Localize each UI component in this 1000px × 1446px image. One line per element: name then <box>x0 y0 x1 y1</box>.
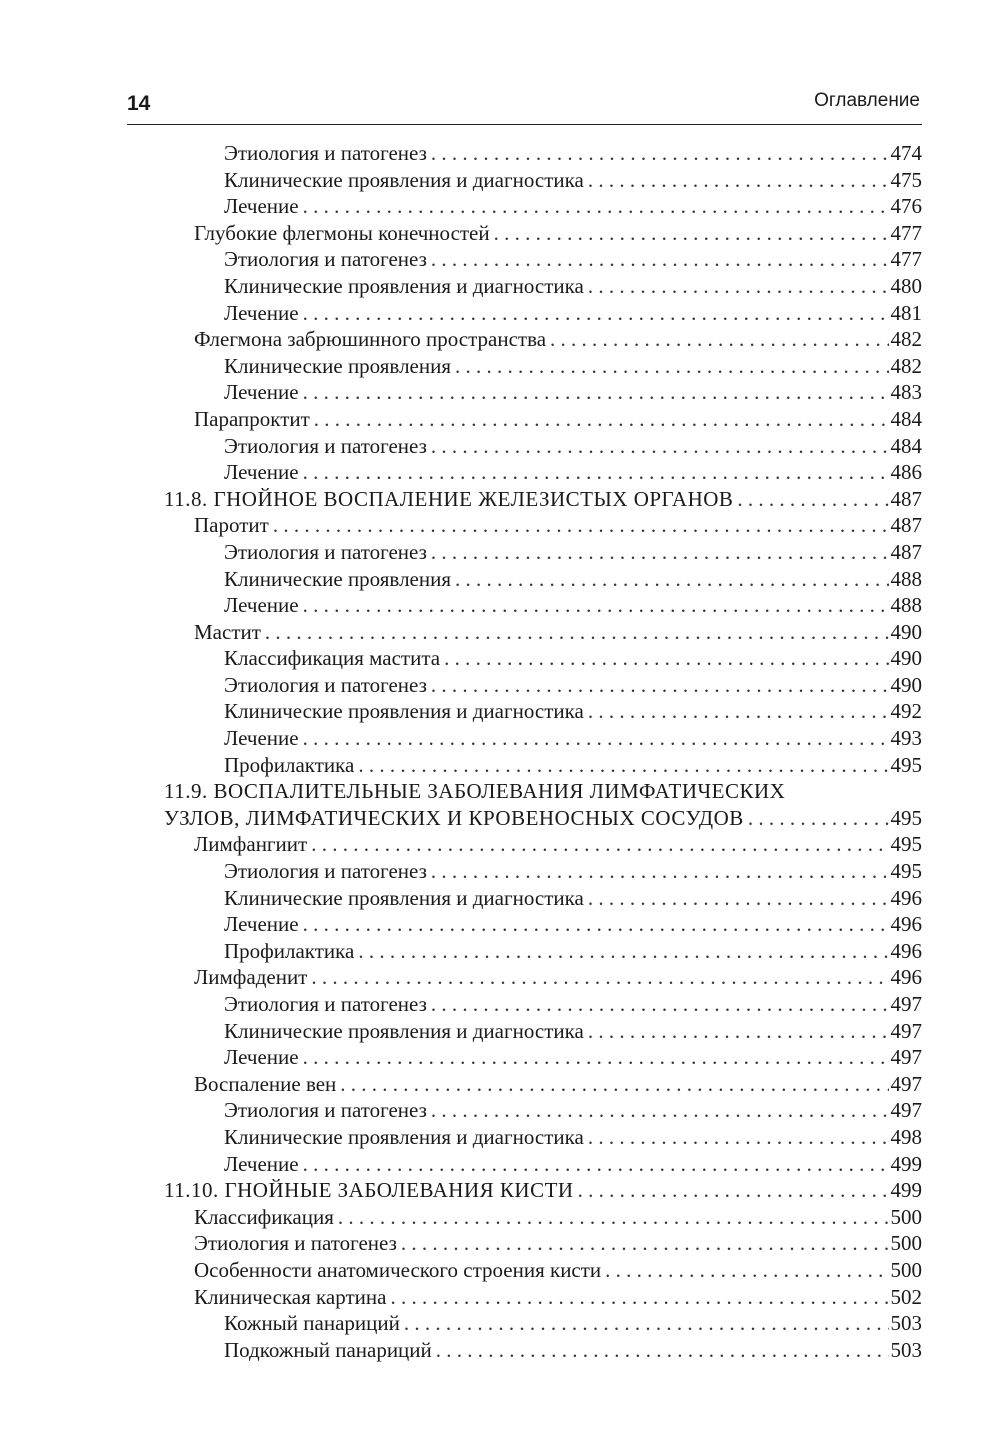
toc-entry <box>0 1230 1000 1257</box>
toc-entry <box>0 858 1000 885</box>
toc-section-heading <box>0 778 1000 805</box>
dot-leader <box>431 858 889 885</box>
toc-entry-title: Этиология и патогенез <box>224 247 427 272</box>
dot-leader <box>340 1071 888 1098</box>
toc-entry-title: Паротит <box>194 513 269 538</box>
toc-entry-title: Глубокие флегмоны конечностей <box>194 220 490 245</box>
toc-entry <box>0 379 1000 406</box>
dot-leader <box>431 539 889 566</box>
toc-entry <box>0 167 1000 194</box>
toc-entry <box>0 300 1000 327</box>
toc-entry-title: Лечение <box>224 380 299 405</box>
dot-leader <box>303 459 889 486</box>
toc-entry-page: 476 <box>890 194 922 219</box>
toc-entry <box>0 353 1000 380</box>
dot-leader <box>265 619 889 646</box>
toc-entry-title: Клинические проявления <box>224 353 452 378</box>
toc-entry-title: Воспаление вен <box>194 1071 337 1096</box>
toc-entry-page: 495 <box>890 832 922 857</box>
toc-entry-title: Флегмона забрюшинного пространства <box>194 327 547 352</box>
toc-entry-title: Этиология и патогенез <box>224 433 427 458</box>
toc-entry-title: Клинические проявления и диагностика <box>224 885 584 910</box>
toc-entry-page: 496 <box>890 912 922 937</box>
running-title: Оглавление <box>814 90 920 111</box>
toc-entry <box>0 1284 1000 1311</box>
toc-entry-page: 500 <box>890 1257 922 1282</box>
toc-entry <box>0 619 1000 646</box>
toc-entry-title: Лимфаденит <box>194 965 308 990</box>
toc-entry <box>0 964 1000 991</box>
toc-entry-page: 497 <box>890 1045 922 1070</box>
toc-entry-title: Клиническая картина <box>194 1284 387 1309</box>
dot-leader <box>578 1177 889 1204</box>
toc-entry <box>0 220 1000 247</box>
toc-entry-title: Этиология и патогенез <box>224 672 427 697</box>
toc-entry-title: Лечение <box>224 726 299 751</box>
dot-leader <box>748 805 889 832</box>
toc-entry-page: 498 <box>890 1124 922 1149</box>
toc-entry <box>0 433 1000 460</box>
toc-entry-page: 481 <box>890 300 922 325</box>
toc-entry-page: 493 <box>890 726 922 751</box>
toc-entry-title: Клинические проявления и диагностика <box>224 167 584 192</box>
toc-entry-title: Классификация мастита <box>224 646 441 671</box>
toc-entry <box>0 725 1000 752</box>
toc-entry <box>0 1257 1000 1284</box>
toc-entry-page: 488 <box>890 566 922 591</box>
toc-entry-title: Лечение <box>224 1045 299 1070</box>
toc-entry-title: Клинические проявления и диагностика <box>224 1018 584 1043</box>
dot-leader <box>431 433 889 460</box>
dot-leader <box>431 140 889 167</box>
dot-leader <box>303 300 889 327</box>
toc-entry-page: 500 <box>890 1231 922 1256</box>
toc-entry-page: 475 <box>890 167 922 192</box>
toc-entry-page: 496 <box>890 885 922 910</box>
toc-entry-title: 11.9. ВОСПАЛИТЕЛЬНЫЕ ЗАБОЛЕВАНИЯ ЛИМФАТИЧЕСКИХ <box>164 779 786 804</box>
dot-leader <box>431 1097 889 1124</box>
toc-entry <box>0 592 1000 619</box>
toc-entry-page: 483 <box>890 380 922 405</box>
dot-leader <box>404 1310 889 1337</box>
dot-leader <box>431 246 889 273</box>
toc-section-heading <box>0 805 1000 832</box>
toc-entry-page: 497 <box>890 1018 922 1043</box>
toc-entry <box>0 1097 1000 1124</box>
toc-entry-title: Этиология и патогенез <box>194 1231 397 1256</box>
toc-entry-title: Клинические проявления <box>224 566 452 591</box>
dot-leader <box>588 1018 889 1045</box>
toc-entry <box>0 698 1000 725</box>
toc-entry <box>0 938 1000 965</box>
toc-entry <box>0 566 1000 593</box>
toc-entry <box>0 831 1000 858</box>
toc-entry-title: 11.8. ГНОЙНОЕ ВОСПАЛЕНИЕ ЖЕЛЕЗИСТЫХ ОРГАНОВ <box>164 486 734 511</box>
toc-entry <box>0 1071 1000 1098</box>
toc-entry <box>0 1151 1000 1178</box>
toc-entry-title: Лечение <box>224 593 299 618</box>
toc-entry <box>0 1204 1000 1231</box>
toc-entry-title: Лечение <box>224 1151 299 1176</box>
toc-entry-page: 487 <box>890 513 922 538</box>
toc-entry-title: Клинические проявления и диагностика <box>224 273 584 298</box>
toc-entry-page: 490 <box>890 672 922 697</box>
toc-entry-title: Этиология и патогенез <box>224 992 427 1016</box>
toc-entry-title: Клинические проявления и диагностика <box>224 1124 584 1149</box>
toc-entry-title: Этиология и патогенез <box>224 1098 427 1123</box>
page-header <box>127 88 922 125</box>
toc-entry-title: Особенности анатомического строения кисти <box>194 1257 602 1282</box>
toc-entry-title: Лимфангиит <box>194 832 308 857</box>
toc-entry-page: 477 <box>890 220 922 245</box>
dot-leader <box>436 1337 889 1364</box>
dot-leader <box>588 273 889 300</box>
dot-leader <box>314 406 889 433</box>
toc-entry <box>0 911 1000 938</box>
toc-entry <box>0 326 1000 353</box>
dot-leader <box>431 991 889 1018</box>
toc-entry <box>0 406 1000 433</box>
toc-entry-title: Классификация <box>194 1204 334 1229</box>
page-number: 14 <box>127 92 151 115</box>
toc-entry <box>0 752 1000 779</box>
toc-entry-page: 499 <box>890 1178 922 1203</box>
toc-entry <box>0 193 1000 220</box>
dot-leader <box>494 220 889 247</box>
toc-entry-title: Парапроктит <box>194 406 310 431</box>
toc-entry-page: 499 <box>890 1151 922 1176</box>
toc-entry <box>0 1124 1000 1151</box>
dot-leader <box>303 379 889 406</box>
toc-entry-page: 487 <box>890 486 922 511</box>
toc-entry-page: 482 <box>890 327 922 352</box>
dot-leader <box>455 353 888 380</box>
dot-leader <box>390 1284 888 1311</box>
toc-entry-page: 502 <box>890 1284 922 1309</box>
toc-entry <box>0 246 1000 273</box>
dot-leader <box>303 725 889 752</box>
toc-entry-page: 503 <box>890 1337 922 1362</box>
toc-section-heading <box>0 1177 1000 1204</box>
dot-leader <box>444 645 888 672</box>
dot-leader <box>303 193 889 220</box>
dot-leader <box>455 566 888 593</box>
dot-leader <box>358 752 888 779</box>
dot-leader <box>358 938 888 965</box>
toc-entry-page: 480 <box>890 273 922 298</box>
dot-leader <box>303 911 889 938</box>
toc-entry-title: УЗЛОВ, ЛИМФАТИЧЕСКИХ И КРОВЕНОСНЫХ СОСУДОВ <box>164 805 744 830</box>
dot-leader <box>303 592 889 619</box>
toc-entry-page: 474 <box>890 141 922 165</box>
toc-entry-page: 497 <box>890 1071 922 1096</box>
toc-entry <box>0 1310 1000 1337</box>
toc-entry <box>0 140 1000 167</box>
dot-leader <box>550 326 888 353</box>
toc-entry-title: Лечение <box>224 912 299 937</box>
dot-leader <box>588 698 889 725</box>
toc-entry-title: Мастит <box>194 619 261 644</box>
toc-entry <box>0 645 1000 672</box>
toc-entry-page: 497 <box>890 1098 922 1123</box>
toc-entry-title: Профилактика <box>224 752 355 777</box>
toc-entry-title: Этиология и патогенез <box>224 141 427 165</box>
toc-entry-title: Кожный панариций <box>224 1311 400 1336</box>
toc-entry-title: Клинические проявления и диагностика <box>224 699 584 724</box>
dot-leader <box>401 1230 889 1257</box>
toc-entry-title: Лечение <box>224 300 299 325</box>
toc-entry <box>0 1044 1000 1071</box>
toc-entry <box>0 512 1000 539</box>
toc-entry-page: 495 <box>890 859 922 884</box>
toc-entry-title: Лечение <box>224 194 299 219</box>
dot-leader <box>737 486 888 513</box>
toc-entry-page: 495 <box>890 752 922 777</box>
dot-leader <box>338 1204 889 1231</box>
dot-leader <box>303 1151 889 1178</box>
toc-entry <box>0 991 1000 1018</box>
toc-entry-page: 495 <box>890 805 922 830</box>
toc-entry <box>0 885 1000 912</box>
dot-leader <box>311 831 888 858</box>
toc-section-heading <box>0 486 1000 513</box>
dot-leader <box>303 1044 889 1071</box>
toc-entry <box>0 459 1000 486</box>
toc-entry-title: Этиология и патогенез <box>224 539 427 564</box>
toc-entry <box>0 672 1000 699</box>
toc-entry <box>0 1337 1000 1364</box>
table-of-contents <box>0 140 1000 1363</box>
toc-entry <box>0 539 1000 566</box>
toc-entry-page: 496 <box>890 938 922 963</box>
toc-entry-page: 486 <box>890 460 922 485</box>
dot-leader <box>431 672 889 699</box>
toc-entry-page: 484 <box>890 406 922 431</box>
dot-leader <box>588 1124 889 1151</box>
toc-entry-page: 492 <box>890 699 922 724</box>
dot-leader <box>311 964 888 991</box>
toc-entry-page: 497 <box>890 992 922 1016</box>
toc-entry-title: Лечение <box>224 460 299 485</box>
toc-entry <box>0 273 1000 300</box>
toc-entry <box>0 1018 1000 1045</box>
toc-entry-page: 484 <box>890 433 922 458</box>
dot-leader <box>605 1257 888 1284</box>
toc-entry-title: Этиология и патогенез <box>224 859 427 884</box>
toc-entry-page: 477 <box>890 247 922 272</box>
toc-entry-page: 487 <box>890 539 922 564</box>
toc-entry-page: 503 <box>890 1311 922 1336</box>
toc-entry-page: 490 <box>890 646 922 671</box>
dot-leader <box>588 885 889 912</box>
toc-entry-page: 488 <box>890 593 922 618</box>
toc-entry-page: 482 <box>890 353 922 378</box>
toc-entry-title: Подкожный панариций <box>224 1337 432 1362</box>
toc-entry-title: 11.10. ГНОЙНЫЕ ЗАБОЛЕВАНИЯ КИСТИ <box>164 1178 574 1203</box>
dot-leader <box>273 512 889 539</box>
toc-entry-page: 490 <box>890 619 922 644</box>
dot-leader <box>588 167 889 194</box>
toc-entry-page: 496 <box>890 965 922 990</box>
toc-entry-title: Профилактика <box>224 938 355 963</box>
toc-entry-page: 500 <box>890 1204 922 1229</box>
